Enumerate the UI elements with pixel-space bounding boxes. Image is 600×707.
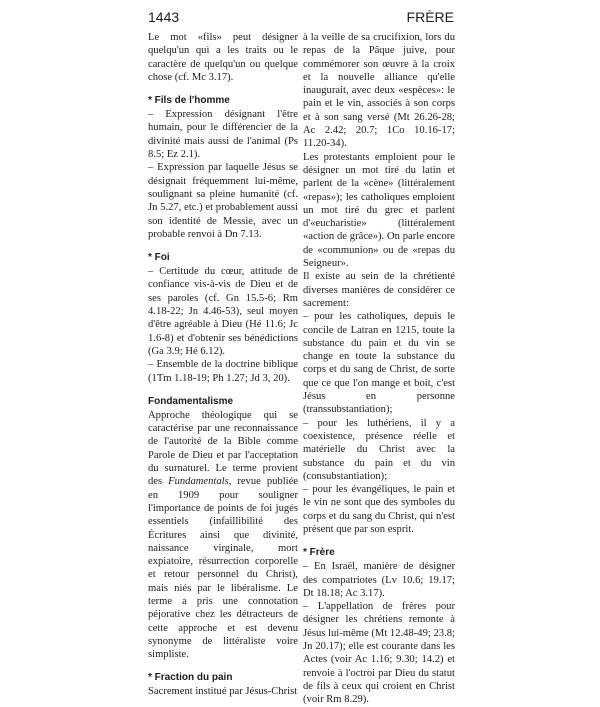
fils-definition-1: – Expression désignant l'être humain, pour le différencier de la divinité mais aussi de l'animal (Ps 8.5; Ez 2.1).	[148, 109, 298, 161]
fraction-views-intro: Il existe au sein de la chrétienté diverses manières de considérer ce sacrement:	[303, 271, 455, 309]
fraction-definition-start: Sacrement institué par Jésus-Christ	[148, 686, 298, 698]
left-column	[148, 31, 298, 699]
intro-paragraph: Le mot «fils» peut désigner quelqu'un qui a les traits ou le caractère de quelqu'un ou quelque chose (cf. Mc 3.17).	[148, 32, 298, 83]
entry-heading-frere: * Frère	[303, 547, 335, 559]
entry-heading-foi: * Foi	[148, 252, 170, 264]
page-number: 1443	[148, 9, 180, 25]
frere-definition-1: – En Israël, manière de désigner des compatriotes (Lv 10.6; 19.17; Dt 18.18; Ac 3.17).	[303, 561, 455, 599]
running-head: FRÈRE	[406, 9, 454, 25]
foi-definition-1: – Certitude du cœur, attitude de confiance vis-à-vis de Dieu et de ses paroles (cf. Gn 15.5-6; Rm 4.18-22; Jn 4.46-53), seul moyen d'être agréable à Dieu (Hé 11.6; Jc 1.6-8) et d'obtenir ses bénédictions (Ga 3.9; Hé 6.12).	[148, 266, 298, 357]
entry-heading-fraction: * Fraction du pain	[148, 672, 233, 684]
page-header	[148, 9, 454, 25]
fraction-definition-cont: à la veille de sa crucifixion, lors du repas de la Pâque juive, pour commémorer son œuvre à la croix et la nouvelle alliance qu'elle inaugurait, avec deux «espèces»: le pain et le vin, associés à son corps et à son sang versé (Mt 26.26-28; Ac 2.42; 20.7; 1Co 10.16-17; 11.20-34).	[303, 32, 455, 150]
right-column	[303, 31, 455, 707]
fils-definition-2: – Expression par laquelle Jésus se désignait fréquemment lui-même, soulignant sa pleine humanité (cf. Jn 5.27, etc.) et probablement aussi son identité de Messie, avec un probable renvoi à Dn 7.13.	[148, 162, 298, 240]
entry-heading-fondamentalisme: Fondamentalisme	[148, 395, 234, 407]
foi-definition-2: – Ensemble de la doctrine biblique (1Tm 1.18-19; Ph 1.27; Jd 3, 20).	[148, 359, 298, 384]
fraction-view-catholic: – pour les catholiques, depuis le concile de Latran en 1215, toute la substance du pain et du vin se change en toute la substance du corps et du sang de Christ, de sorte que ce que l'on mange et boit, c'est Jésus en personne (transsubstantiation);	[303, 311, 455, 416]
fondamentalisme-text-a: Approche théologique qui se caractérise par une reconnaissance de l'autorité de la Bible comme Parole de Dieu et par l'acceptation du surnaturel. Le terme provient des	[148, 409, 298, 488]
fraction-view-lutheran: – pour les luthériens, il y a coexistence, présence réelle et matérielle du Christ avec la substance du pain et du vin (consubstantiation);	[303, 417, 455, 482]
fondamentalisme-text-b: , revue publiée en 1909 pour souligner l'importance de points de foi jugés essentiels (infaillibilité des Écritures ainsi que divinité, naissance virginale, mort expiatoire, résurrection corporelle et retour personnel du Christ), mais niés par le libéralisme. Le terme a pris une connotation péjorative chez les détracteurs de cette approche et est devenu synonyme de littéraliste voire simpliste.	[148, 476, 298, 661]
fundamentals-title: Fundamentals	[168, 476, 229, 488]
frere-definition-2: – L'appellation de frères pour désigner les chrétiens remonte à Jésus lui-même (Mt 12.48-49; 23.8; Jn 20.17); elle est courante dans les Actes (voir Ac 1.16; 9.30; 14.2) et renvoie à l'octroi par Dieu du statut de fils à ceux qui croient en Christ (voir Rm 8.29).	[303, 601, 455, 706]
fondamentalisme-definition	[148, 409, 298, 662]
entry-heading-fils: * Fils de l'homme	[148, 95, 230, 107]
fraction-names-paragraph: Les protestants emploient pour le désigner un mot tiré du latin et parlent de la «cène» (littéralement «repas»); les catholiques emploient un mot tiré du grec et parlent d'«eucharistie» (littéralement «action de grâce»). On parle encore de «communion» ou de «repas du Seigneur».	[303, 151, 455, 270]
fraction-view-evangelical: – pour les évangéliques, le pain et le vin ne sont que des symboles du corps et du sang du Christ, qui n'est présent que par son esprit.	[303, 484, 455, 535]
